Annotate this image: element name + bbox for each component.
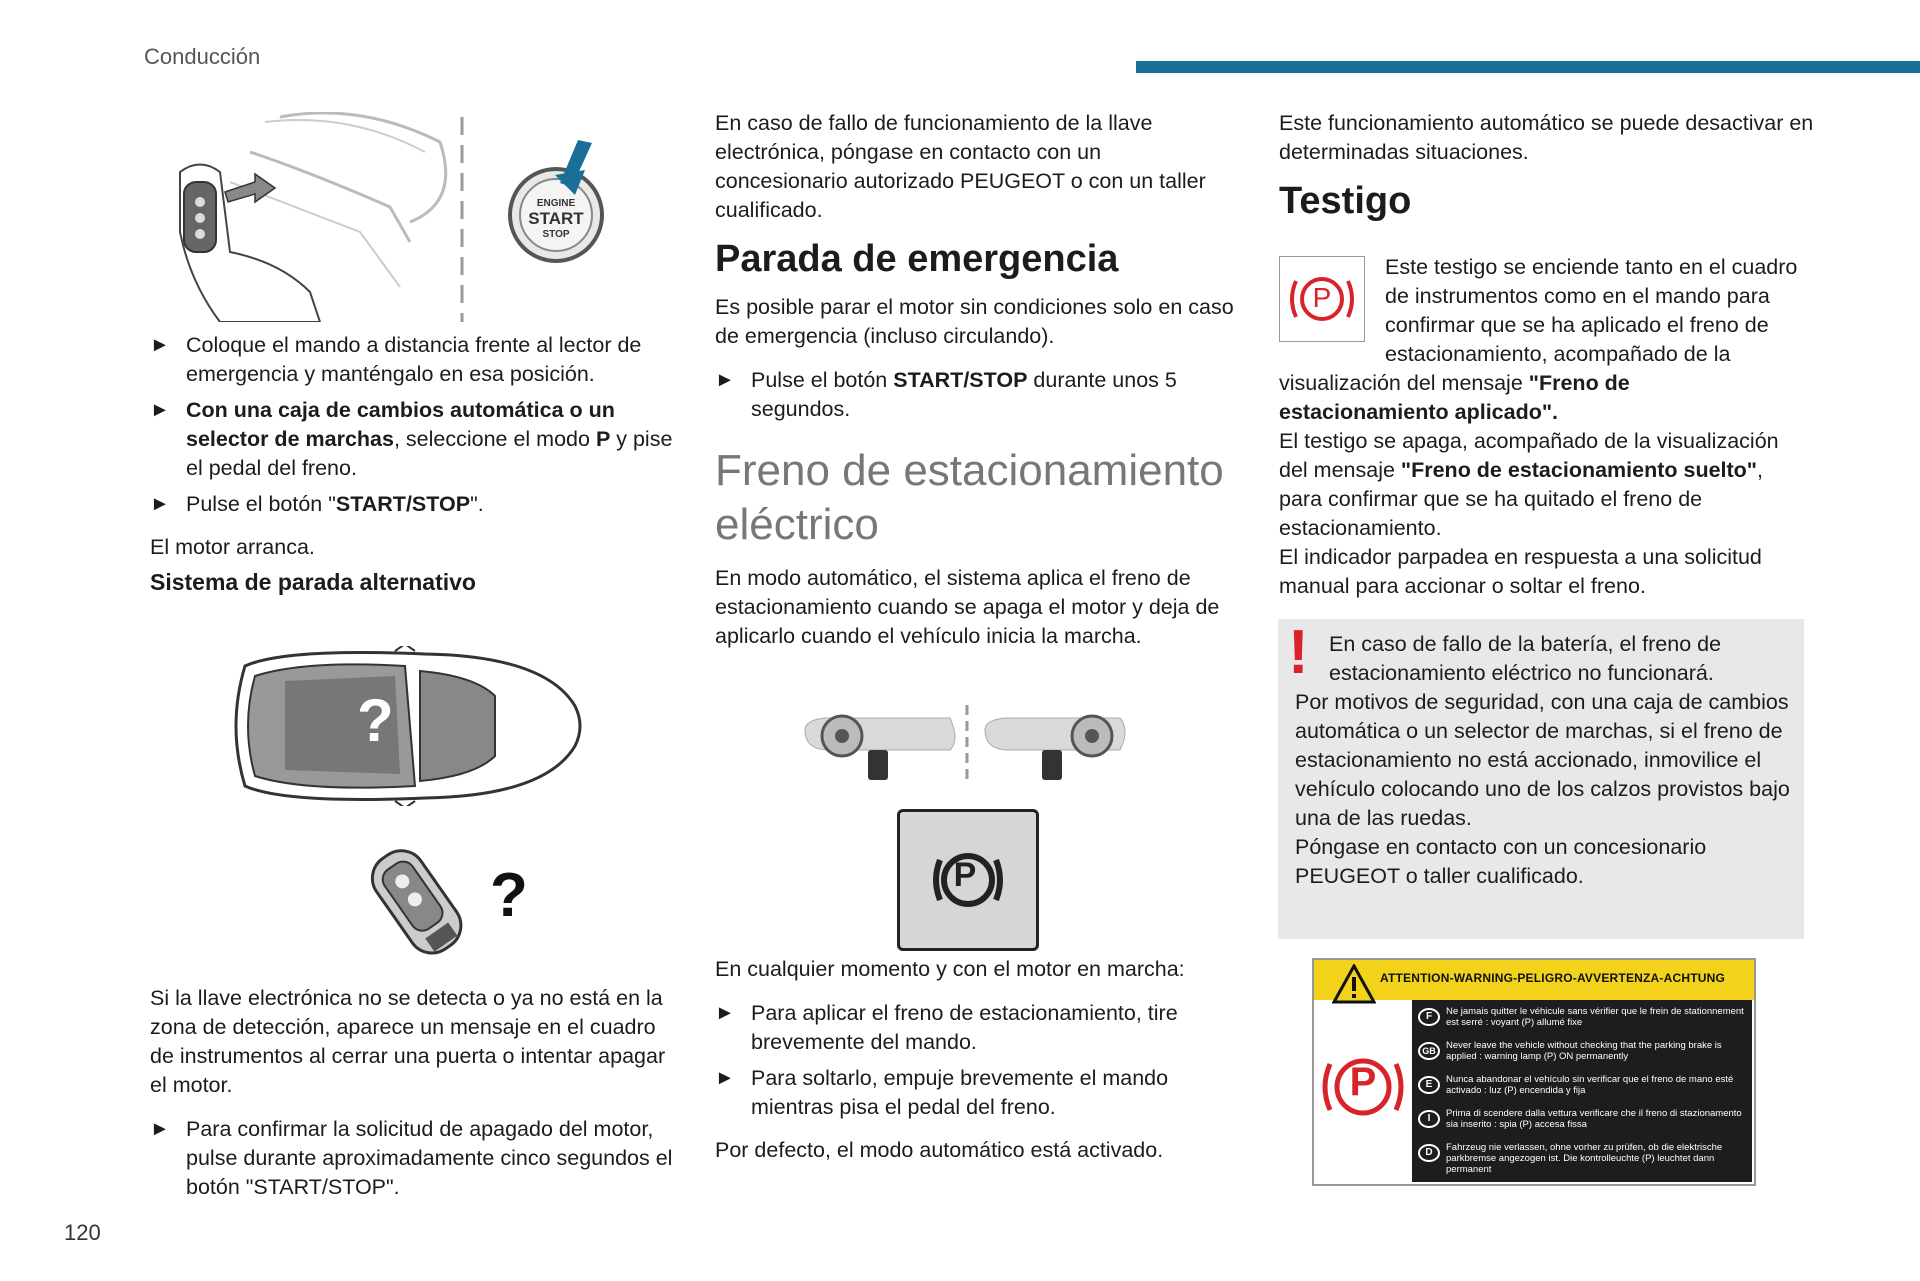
key-question-mark: ? (490, 861, 528, 930)
car-top-view-illustration (225, 646, 585, 806)
start-label: START (528, 209, 584, 228)
car-question-mark: ? (357, 687, 394, 754)
label-row: D Fahrzeug nie verlassen, ohne vorher zu prüfen, ob die elektrische parkbremse angezogen ist. Die kontrolleuchte (P) leuchtet dann permanent (1412, 1142, 1752, 1182)
label-row: GB Never leave the vehicle without checking that the parking brake is applied : warning lamp (P) ON permanently (1412, 1040, 1752, 1074)
start-stop-button-illustration (500, 135, 612, 265)
heading-testigo: Testigo (1279, 180, 1412, 222)
middle-column-bottom (715, 955, 1235, 1165)
warning-label-sticker (1312, 958, 1756, 1186)
engine-starts-text: El motor arranca. (150, 535, 315, 559)
para-key-fault: En caso de fallo de funcionamiento de la llave electrónica, póngase en contacto con un concesionario autorizado PEUGEOT o con un taller cualificado. (715, 111, 1206, 222)
label-row: F Ne jamais quitter le véhicule sans vérifier que le frein de stationnement est serré : voyant (P) allumé fixe (1412, 1000, 1752, 1040)
bullet-emergency-press: ► Pulse el botón START/STOP durante unos 5 segundos. (715, 368, 1177, 421)
heading-electric-parking-brake: Freno de estacionamiento eléctrico (715, 446, 1224, 549)
label-row: E Nunca abandonar el vehículo sin verificar que el freno de mano esté activado : luz (P) encendida y fija (1412, 1074, 1752, 1108)
bullet-confirm-shutdown: ► Para confirmar la solicitud de apagado del motor, pulse durante aproximadamente cinco segundos el botón "START/STOP". (150, 1117, 673, 1199)
battery-warning-box (1278, 619, 1804, 939)
section-label: Conducción (144, 44, 261, 69)
para-any-time: En cualquier momento y con el motor en marcha: (715, 957, 1185, 981)
testigo-description: Este testigo se enciende tanto en el cuadro de instrumentos como en el mando para confirmar que se ha aplicado el freno de estacionamiento, acompañado de la visualización del mensaje "Freno de estacionamiento aplicado". El testigo se apaga, acompañado de la visualización del mensaje "Freno de estacionamiento suelto", para confirmar que se ha quitado el freno de estacionamiento. El indicador parpadea en respuesta a una solicitud manual para accionar o soltar el freno. (1279, 255, 1798, 598)
bullet-release-brake: ► Para soltarlo, empuje brevemente el mando mientras pisa el pedal del freno. (715, 1066, 1169, 1119)
key-fob-illustration (355, 838, 528, 968)
testigo-p-symbol: P (1312, 282, 1332, 313)
page-number: 120 (64, 1220, 101, 1245)
right-column-top (1279, 109, 1819, 223)
para-default-auto: Por defecto, el modo automático está activado. (715, 1138, 1164, 1162)
parking-brake-button-illustration (897, 809, 1039, 951)
label-row: I Prima di scendere dalla vettura verificare che il freno di stazionamento sia inserito : spia (P) accesa fissa (1412, 1108, 1752, 1142)
para-auto-mode: En modo automático, el sistema aplica el freno de estacionamiento cuando se apaga el motor y deja de aplicarlo cuando el vehículo inicia la marcha. (715, 566, 1220, 648)
stop-label: STOP (542, 229, 570, 240)
warning-exclamation-icon: ! (1288, 618, 1309, 687)
brake-control-illustration (800, 700, 1130, 790)
bullet-press-start: ► Pulse el botón "START/STOP". (150, 492, 484, 516)
para-key-not-detected: Si la llave electrónica no se detecta o ya no está en la zona de detección, aparece un mensaje en el cuadro de instrumentos al cerrar una puerta o intentar apagar el motor. (150, 986, 666, 1097)
middle-column-top (715, 109, 1235, 651)
warning-line-1: En caso de fallo de la batería, el freno de estacionamiento eléctrico no funcionará. (1329, 632, 1722, 685)
label-title: ATTENTION-WARNING-PELIGRO-AVVERTENZA-ACHTUNG (1380, 971, 1725, 985)
para-disable-auto: Este funcionamiento automático se puede desactivar en determinadas situaciones. (1279, 111, 1814, 164)
left-column-bottom (150, 984, 680, 1202)
heading-emergency-stop: Parada de emergencia (715, 238, 1119, 280)
label-p-symbol: P (1349, 1060, 1377, 1104)
accent-bar (1136, 61, 1920, 73)
engine-label: ENGINE (536, 198, 576, 209)
warning-line-3: Póngase en contacto con un concesionario PEUGEOT o taller cualificado. (1295, 835, 1707, 888)
bullet-apply-brake: ► Para aplicar el freno de estacionamiento, tire brevemente del mando. (715, 1001, 1178, 1054)
para-emergency: Es posible parar el motor sin condiciones solo en caso de emergencia (incluso circulando). (715, 295, 1234, 348)
bullet-place-key: ► Coloque el mando a distancia frente al lector de emergencia y manténgalo en esa posición. (150, 333, 642, 386)
brake-p-symbol: P (953, 856, 977, 894)
left-column-text (150, 331, 680, 597)
bullet-auto-gearbox: ► Con una caja de cambios automática o un selector de marchas, seleccione el modo P y pise el pedal del freno. (150, 398, 673, 480)
subheading-alt-stop: Sistema de parada alternativo (150, 569, 476, 595)
warning-line-2: Por motivos de seguridad, con una caja de cambios automática o un selector de marchas, si el freno de estacionamiento no está accionado, inmovilice el vehículo colocando uno de los calzos provistos bajo una de las ruedas. (1295, 690, 1790, 830)
label-text-panel (1412, 1000, 1752, 1182)
